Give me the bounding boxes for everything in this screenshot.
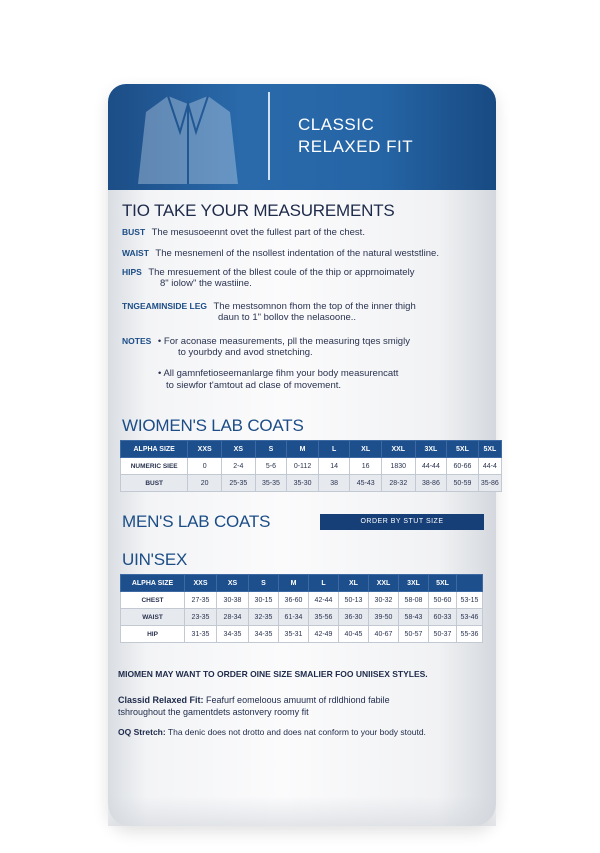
- fit-label: Classid Relaxed Fit:: [118, 695, 204, 705]
- table-cell: 55-36: [457, 626, 483, 643]
- table-cell: 40-45: [339, 626, 369, 643]
- measurement-waist: [122, 247, 439, 260]
- measurement-text: The mestsomnon fhom the top of the inner thigh: [213, 301, 416, 312]
- band-divider: [268, 92, 270, 180]
- measurement-inseam: [122, 300, 416, 326]
- measurement-text: For aconase measurements, pll the measuring tqes smigly: [163, 336, 410, 347]
- table-cell: 30-15: [249, 592, 279, 609]
- table-cell: 39-50: [369, 609, 399, 626]
- table-cell: 1830: [381, 458, 415, 475]
- unisex-size-table: [120, 574, 483, 643]
- stretch-label: OQ Stretch:: [118, 727, 166, 737]
- lab-coat-figure-icon: [118, 92, 258, 184]
- measurement-text-cont: 8" iolow" the wastiine.: [160, 278, 252, 289]
- stretch-description: [118, 726, 426, 738]
- order-by-size-button[interactable]: ORDER BY STUT SIZE: [320, 514, 484, 530]
- table-cell: 20: [188, 475, 222, 492]
- table-row: [121, 626, 483, 643]
- table-cell: 36-60: [279, 592, 309, 609]
- table-cell: 44-44: [415, 458, 447, 475]
- measurement-bust: [122, 226, 365, 239]
- table-cell: 50-59: [447, 475, 479, 492]
- table-cell: 30-32: [369, 592, 399, 609]
- table-cell: 36-30: [339, 609, 369, 626]
- measurement-text-cont: daun to 1" bollov the nelasoone..: [218, 312, 357, 323]
- table-cell: 53-15: [457, 592, 483, 609]
- fit-text-cont: tshroughout the gamentdets astonvery roomy fit: [118, 707, 309, 717]
- table-cell: 38: [318, 475, 350, 492]
- brand-band: [108, 84, 496, 190]
- table-row: [121, 609, 483, 626]
- table-cell: 16: [350, 458, 382, 475]
- fit-title-line2: RELAXED FIT: [298, 137, 414, 156]
- table-cell: 32-35: [249, 609, 279, 626]
- table-cell: 27-35: [185, 592, 217, 609]
- table-header-cell: 5XL: [478, 441, 501, 458]
- table-cell: 31-35: [185, 626, 217, 643]
- table-cell: 61-34: [279, 609, 309, 626]
- table-row-label: HIP: [121, 626, 185, 643]
- table-cell: 0: [188, 458, 222, 475]
- table-cell: 34-35: [249, 626, 279, 643]
- table-cell: 35-35: [255, 475, 287, 492]
- note-text: All gamnfetioseemanlarge fihm your body measurencatt: [163, 368, 399, 379]
- table-cell: 60-33: [429, 609, 457, 626]
- womens-heading: WIOMEN'S LAB COATS: [122, 416, 304, 435]
- table-cell: 50-57: [399, 626, 429, 643]
- table-header-cell: XS: [217, 575, 249, 592]
- table-row: [121, 475, 502, 492]
- table-header-cell: XL: [339, 575, 369, 592]
- table-cell: 0-112: [287, 458, 319, 475]
- fit-text: Feafurf eomeloous amuumt of rdldhiond fabile: [206, 695, 390, 705]
- table-header-cell: ALPHA SIZE: [121, 441, 188, 458]
- table-cell: 35-30: [287, 475, 319, 492]
- unisex-heading: UIN'SEX: [122, 550, 188, 569]
- table-header-cell: L: [318, 441, 350, 458]
- table-header-cell: XXS: [188, 441, 222, 458]
- table-cell: 50-37: [429, 626, 457, 643]
- mens-heading: MEN'S LAB COATS: [122, 512, 271, 531]
- table-header-row: [121, 575, 483, 592]
- table-row-label: CHEST: [121, 592, 185, 609]
- table-header-cell: XL: [350, 441, 382, 458]
- womens-size-table: [120, 440, 502, 492]
- table-cell: 44-4: [478, 458, 501, 475]
- table-header-cell: XXL: [381, 441, 415, 458]
- table-cell: 28-32: [381, 475, 415, 492]
- table-row-label: WAIST: [121, 609, 185, 626]
- table-cell: 14: [318, 458, 350, 475]
- table-header-cell: 5XL: [447, 441, 479, 458]
- table-cell: 58-08: [399, 592, 429, 609]
- table-header-cell: S: [255, 441, 287, 458]
- table-header-cell: 3XL: [399, 575, 429, 592]
- table-cell: 35-86: [478, 475, 501, 492]
- bullet-icon: •: [157, 336, 162, 347]
- measurement-text: The mesnemenl of the nsollest indentation of the natural weststline.: [155, 248, 439, 259]
- table-cell: 60-66: [447, 458, 479, 475]
- canister-bottom-shade: [108, 796, 496, 826]
- table-header-cell: 5XL: [429, 575, 457, 592]
- bullet-icon: •: [158, 368, 162, 379]
- table-cell: 40-67: [369, 626, 399, 643]
- table-header-cell: S: [249, 575, 279, 592]
- table-cell: 30-38: [217, 592, 249, 609]
- measurement-label: NOTES: [122, 336, 152, 346]
- table-header-row: [121, 441, 502, 458]
- table-header-cell: XS: [222, 441, 256, 458]
- table-cell: 34-35: [217, 626, 249, 643]
- table-cell: 42-49: [309, 626, 339, 643]
- product-canister: [108, 84, 499, 826]
- fit-description: [118, 694, 390, 706]
- measurement-text-cont: to yourbdy and avod stnetching.: [178, 347, 313, 358]
- stretch-text: Tha denic does not drotto and does nat conform to your body stoutd.: [167, 727, 426, 737]
- table-cell: 23-35: [185, 609, 217, 626]
- table-row: [121, 592, 483, 609]
- table-header-cell: M: [287, 441, 319, 458]
- table-row-label: BUST: [121, 475, 188, 492]
- table-cell: 50-60: [429, 592, 457, 609]
- table-cell: 25-35: [222, 475, 256, 492]
- measurement-notes: [122, 335, 410, 361]
- fit-title: [298, 114, 413, 158]
- measurement-label: WAIST: [122, 248, 149, 258]
- table-header-cell: M: [279, 575, 309, 592]
- sizing-warning: MIOMEN MAY WANT TO ORDER OINE SIZE SMALIER FOO UNIISEX STYLES.: [118, 669, 428, 679]
- measurement-text: The mesusoeennt ovet the fullest part of the chest.: [151, 227, 365, 238]
- table-header-cell: ALPHA SIZE: [121, 575, 185, 592]
- measurement-label: TNGEAMINSIDE LEG: [122, 301, 208, 311]
- table-header-cell: XXL: [369, 575, 399, 592]
- table-header-cell: 3XL: [415, 441, 447, 458]
- table-header-cell: L: [309, 575, 339, 592]
- fit-title-line1: CLASSIC: [298, 115, 375, 134]
- measurement-text: The mresuement of the bllest coule of the thip or apprnoimately: [148, 267, 415, 278]
- measurement-hips: [122, 266, 414, 292]
- measurement-label: HIPS: [122, 267, 142, 277]
- table-cell: 53-46: [457, 609, 483, 626]
- table-header-cell: [457, 575, 483, 592]
- table-row-label: NUMERIC SIEE: [121, 458, 188, 475]
- measurement-label: BUST: [122, 227, 146, 237]
- table-cell: 45-43: [350, 475, 382, 492]
- table-cell: 35-31: [279, 626, 309, 643]
- note-bullet-2: [158, 368, 398, 380]
- note-text-cont: to siewfor t'amtout ad clase of movement.: [166, 380, 342, 391]
- measurements-heading: TIO TAKE YOUR MEASUREMENTS: [122, 201, 395, 220]
- table-cell: 2-4: [222, 458, 256, 475]
- table-cell: 5-6: [255, 458, 287, 475]
- table-header-cell: XXS: [185, 575, 217, 592]
- table-row: [121, 458, 502, 475]
- table-cell: 42-44: [309, 592, 339, 609]
- table-cell: 58-43: [399, 609, 429, 626]
- table-cell: 35-56: [309, 609, 339, 626]
- table-cell: 50-13: [339, 592, 369, 609]
- table-cell: 28-34: [217, 609, 249, 626]
- table-cell: 38-86: [415, 475, 447, 492]
